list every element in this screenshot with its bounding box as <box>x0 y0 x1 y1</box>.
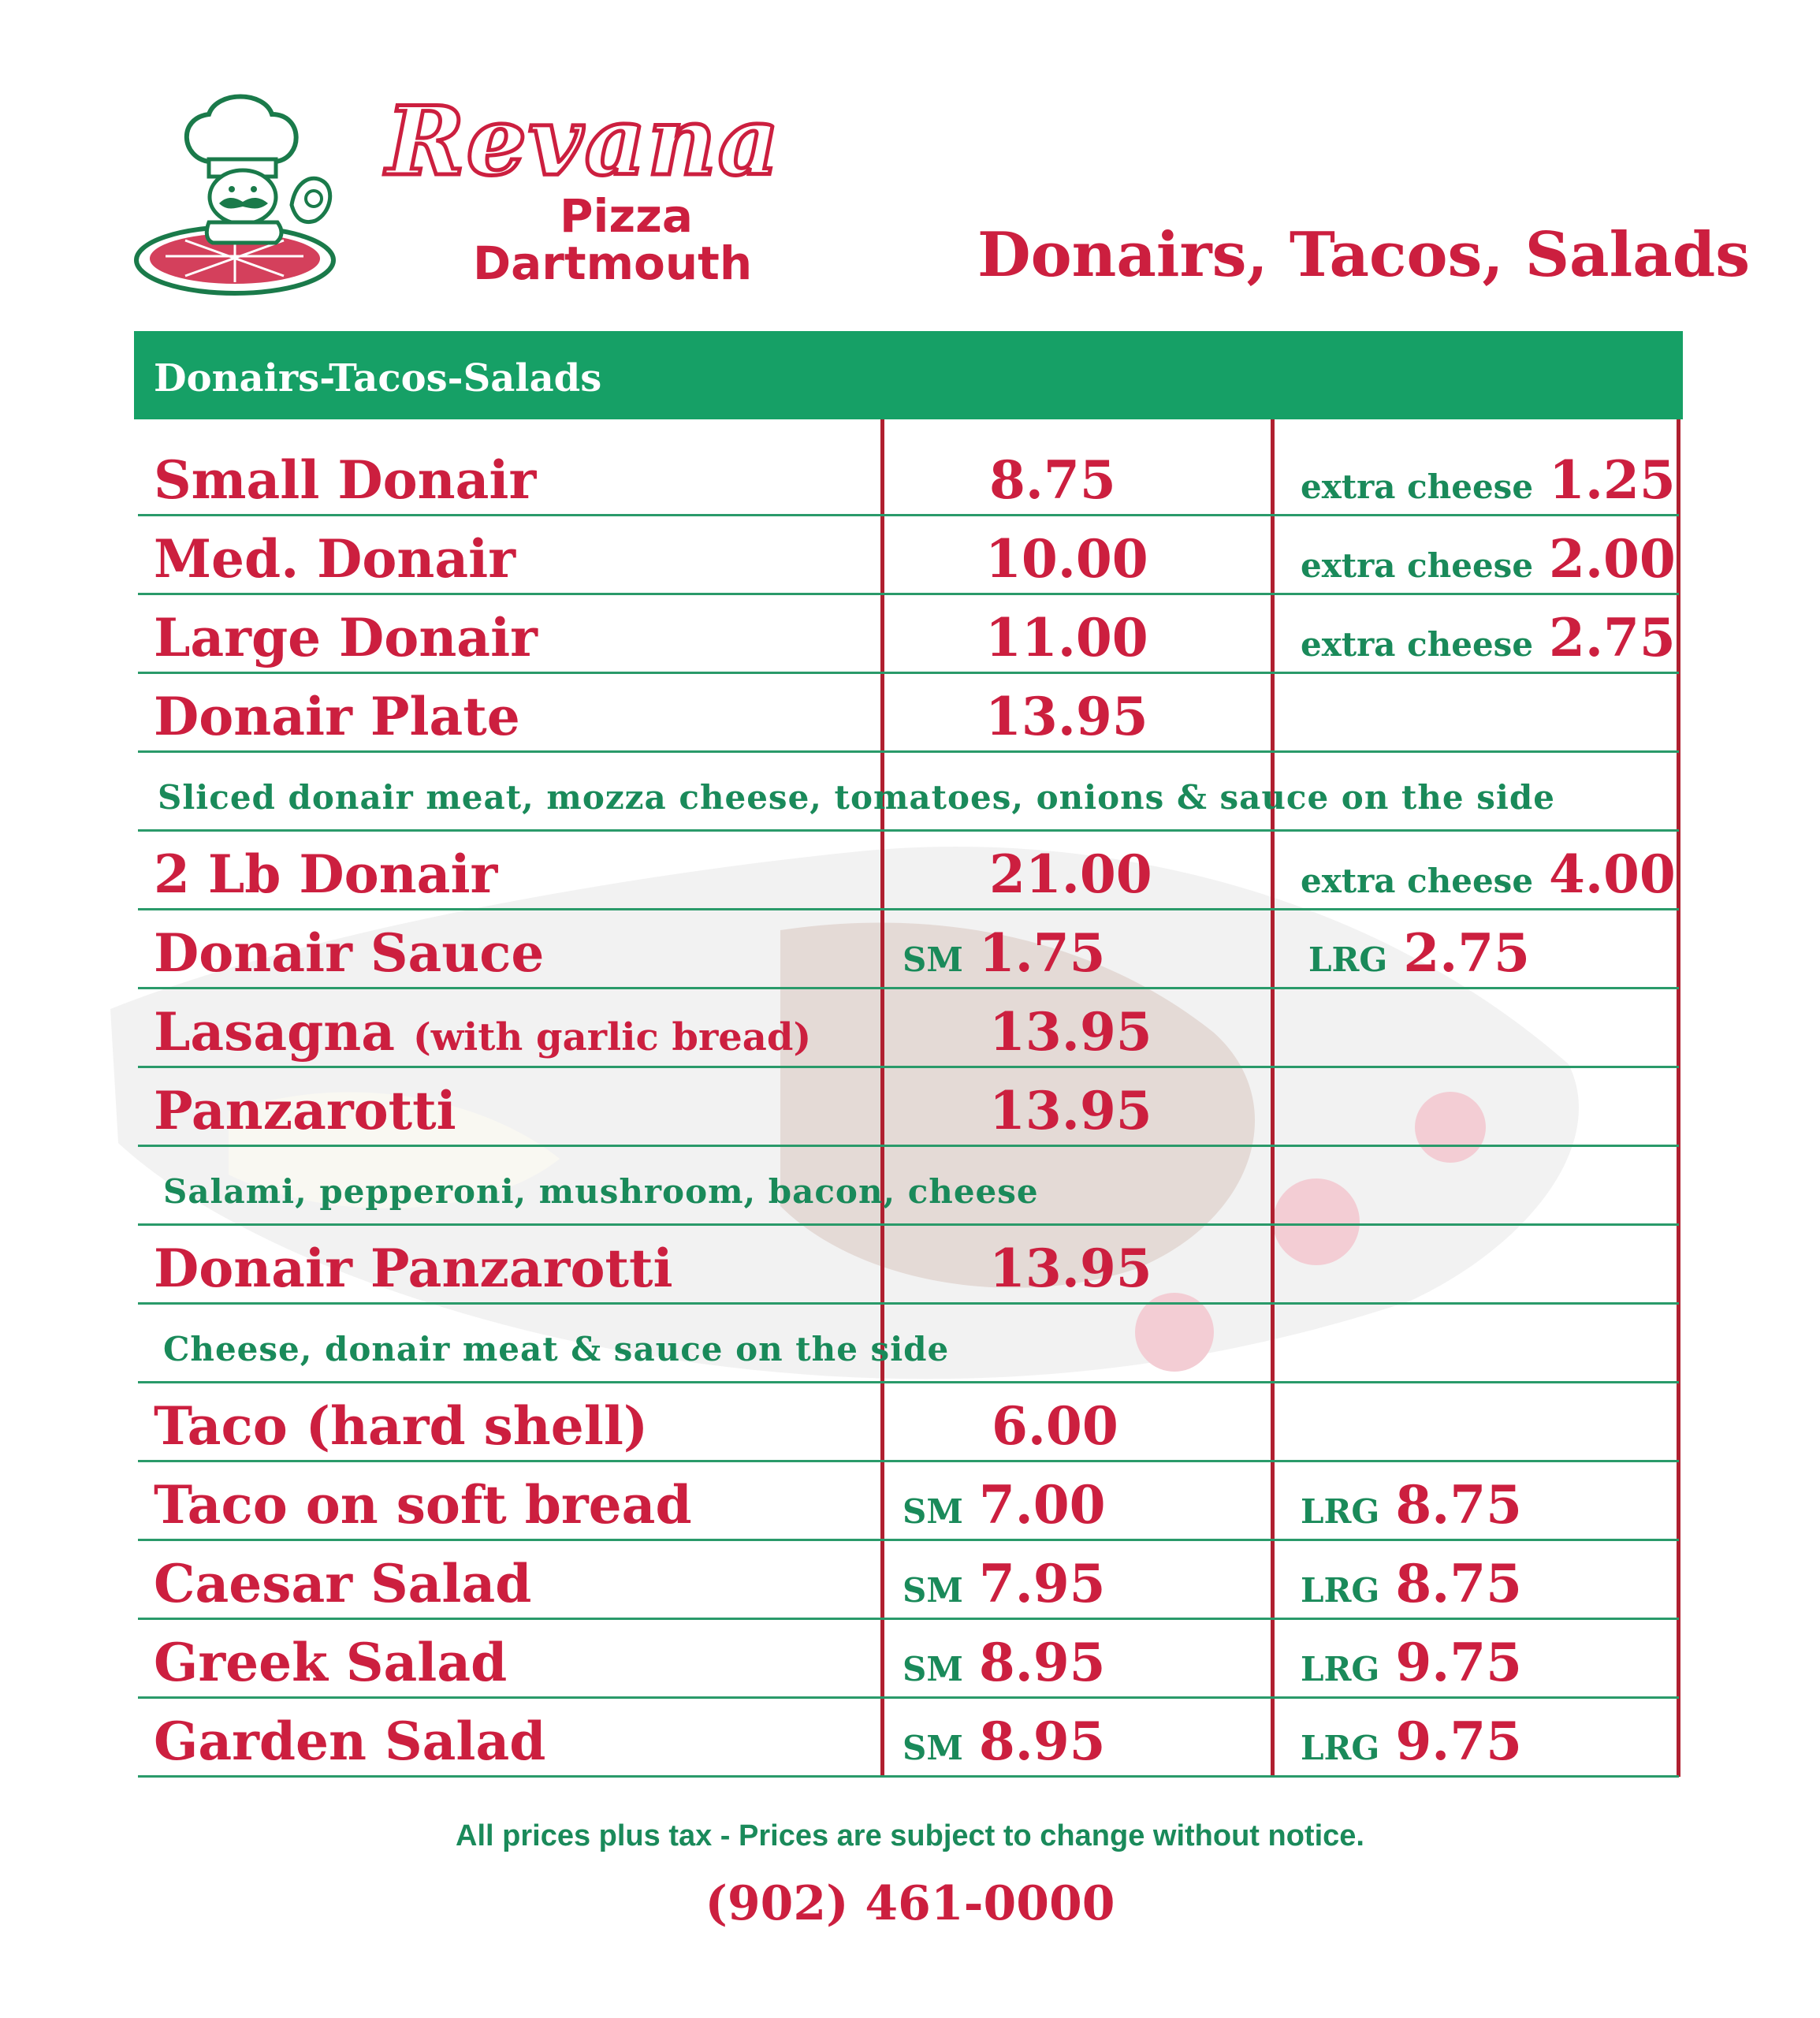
item-price: 13.95 <box>989 1238 1152 1299</box>
section-header-label: Donairs-Tacos-Salads <box>154 356 602 400</box>
item-price: 11.00 <box>985 607 1148 668</box>
price-cell <box>903 1711 1106 1772</box>
size-label: LRG <box>1301 1571 1380 1610</box>
item-price: 13.95 <box>989 1001 1152 1063</box>
extra-cell <box>1301 1711 1523 1772</box>
item-price: 6.00 <box>992 1395 1118 1457</box>
size-label: LRG <box>1308 940 1388 979</box>
menu-row <box>138 674 1679 753</box>
size-label: SM <box>903 940 963 979</box>
section-header <box>134 331 1683 419</box>
brand-logo <box>134 87 812 300</box>
description-row <box>138 1305 1679 1383</box>
item-name: Garden Salad <box>154 1711 546 1772</box>
price-cell <box>992 1395 1118 1457</box>
description-row <box>138 753 1679 832</box>
extra-cell <box>1301 1632 1523 1693</box>
extra-price: 1.25 <box>1549 449 1676 511</box>
item-price: 21.00 <box>989 843 1152 905</box>
item-price: 7.95 <box>978 1553 1106 1614</box>
item-price: 10.00 <box>985 528 1148 590</box>
item-price: 7.00 <box>978 1474 1106 1536</box>
extra-cell <box>1301 449 1676 511</box>
extra-price: 9.75 <box>1395 1632 1523 1693</box>
item-name: Large Donair <box>154 607 538 668</box>
menu-row <box>138 1383 1679 1462</box>
price-cell <box>903 1474 1106 1536</box>
size-label: LRG <box>1301 1650 1380 1688</box>
size-label: LRG <box>1301 1492 1380 1531</box>
item-name: Donair Plate <box>154 686 520 747</box>
brand-subtitle: Pizza <box>560 189 694 243</box>
price-cell <box>903 1632 1106 1693</box>
brand-name: Revana <box>386 86 781 197</box>
page-title: Donairs, Tacos, Salads <box>977 219 1751 291</box>
phone-number: (902) 461-0000 <box>705 1876 1115 1931</box>
item-name: 2 Lb Donair <box>154 843 498 905</box>
extra-cell <box>1301 1474 1523 1536</box>
menu-row <box>138 1462 1679 1541</box>
extra-price: 8.75 <box>1395 1553 1523 1614</box>
menu-row <box>138 595 1679 674</box>
price-disclaimer: All prices plus tax - Prices are subject to change without notice. <box>456 1819 1364 1852</box>
menu-table <box>138 437 1679 1778</box>
extra-price: 2.00 <box>1549 528 1676 590</box>
extra-label: extra cheese <box>1301 862 1534 900</box>
extra-cell <box>1301 1553 1523 1614</box>
menu-row <box>138 1068 1679 1147</box>
item-description: Sliced donair meat, mozza cheese, tomatoes, onions & sauce on the side <box>158 778 1555 817</box>
item-name: Taco (hard shell) <box>154 1395 649 1457</box>
extra-cell <box>1301 843 1676 905</box>
price-cell <box>989 1238 1152 1299</box>
size-label: LRG <box>1301 1729 1380 1767</box>
size-label: SM <box>903 1650 963 1688</box>
size-label: SM <box>903 1729 963 1767</box>
item-name: Taco on soft bread <box>154 1474 692 1536</box>
item-price: 8.75 <box>989 449 1116 511</box>
item-name: Caesar Salad <box>154 1553 532 1614</box>
menu-row <box>138 1620 1679 1699</box>
menu-row <box>138 989 1679 1068</box>
brand-location: Dartmouth <box>473 236 753 290</box>
item-name-main: Lasagna <box>154 1001 395 1063</box>
menu-row <box>138 1541 1679 1620</box>
extra-price: 2.75 <box>1403 922 1531 984</box>
item-name: Panzarotti <box>154 1080 456 1141</box>
menu-row <box>138 1226 1679 1305</box>
extra-label: extra cheese <box>1301 467 1534 506</box>
item-name: Greek Salad <box>154 1632 508 1693</box>
extra-label: extra cheese <box>1301 625 1534 664</box>
item-name <box>154 1001 812 1063</box>
price-cell <box>985 686 1148 747</box>
extra-price: 4.00 <box>1549 843 1676 905</box>
price-cell <box>989 843 1152 905</box>
item-name: Small Donair <box>154 449 537 511</box>
extra-price: 8.75 <box>1395 1474 1523 1536</box>
extra-cell <box>1301 528 1676 590</box>
menu-row <box>138 910 1679 989</box>
menu-row <box>138 437 1679 516</box>
item-name: Donair Panzarotti <box>154 1238 673 1299</box>
menu-row <box>138 832 1679 910</box>
price-cell <box>989 449 1116 511</box>
extra-label: extra cheese <box>1301 546 1534 585</box>
menu-row <box>138 516 1679 595</box>
chef-icon <box>134 87 394 300</box>
price-cell <box>989 1080 1152 1141</box>
item-description: Salami, pepperoni, mushroom, bacon, cheese <box>163 1172 1039 1211</box>
item-name-suffix: (with garlic bread) <box>412 1015 812 1059</box>
extra-price: 2.75 <box>1549 607 1676 668</box>
item-price: 8.95 <box>978 1711 1106 1772</box>
item-name: Donair Sauce <box>154 922 545 984</box>
item-price: 1.75 <box>978 922 1106 984</box>
item-description: Cheese, donair meat & sauce on the side <box>163 1330 950 1368</box>
extra-price: 9.75 <box>1395 1711 1523 1772</box>
menu-row <box>138 1699 1679 1778</box>
price-cell <box>903 1553 1106 1614</box>
size-label: SM <box>903 1571 963 1610</box>
extra-cell <box>1308 922 1531 984</box>
extra-cell <box>1301 607 1676 668</box>
item-name: Med. Donair <box>154 528 516 590</box>
item-price: 8.95 <box>978 1632 1106 1693</box>
item-price: 13.95 <box>985 686 1148 747</box>
price-cell <box>989 1001 1152 1063</box>
price-cell <box>903 922 1106 984</box>
size-label: SM <box>903 1492 963 1531</box>
price-cell <box>985 528 1148 590</box>
item-price: 13.95 <box>989 1080 1152 1141</box>
description-row <box>138 1147 1679 1226</box>
price-cell <box>985 607 1148 668</box>
